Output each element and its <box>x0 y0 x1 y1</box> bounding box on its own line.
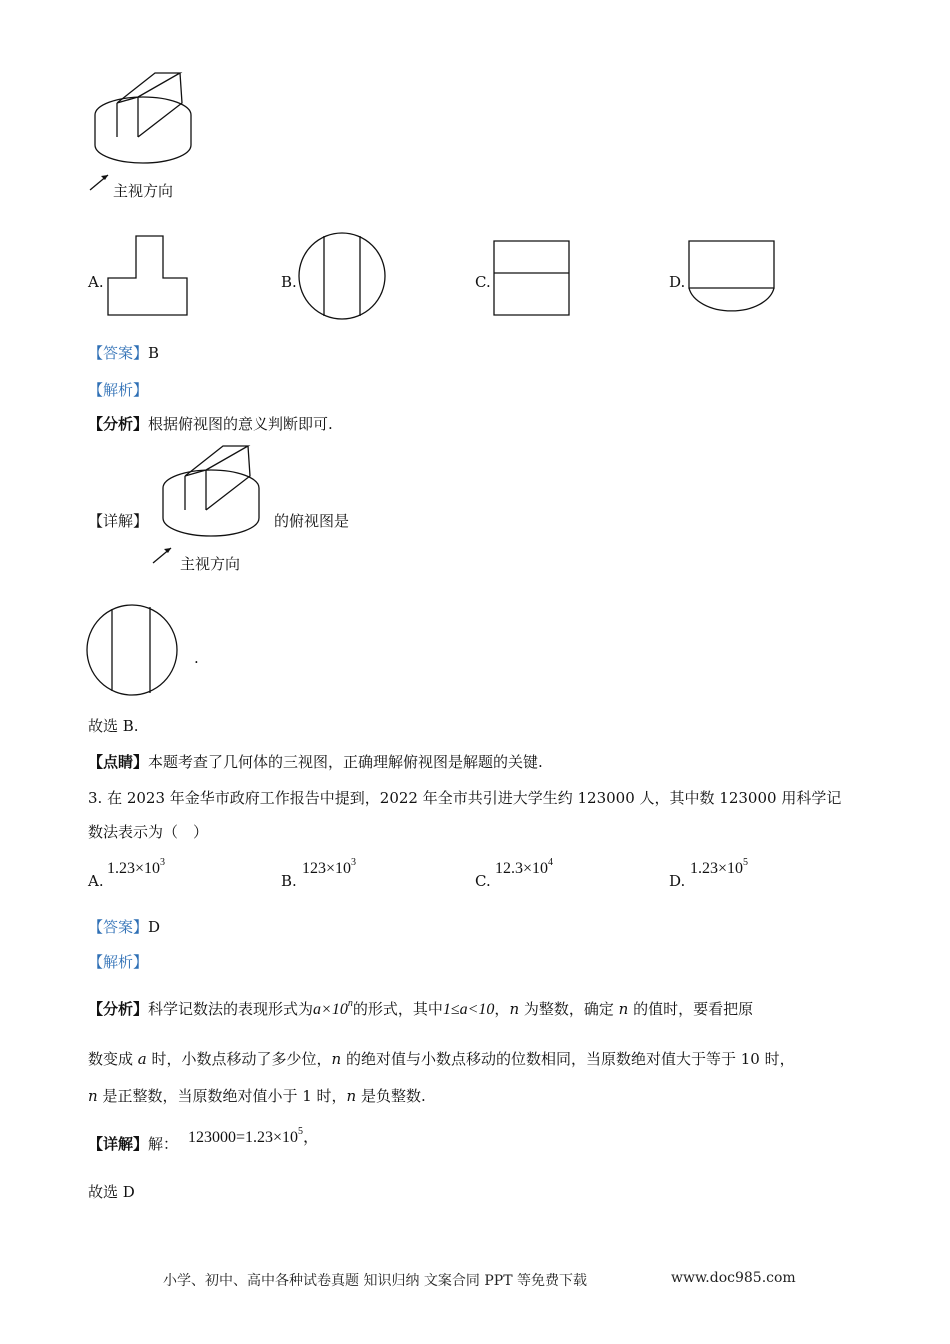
q3-stem-line1: 3. 在 2023 年金华市政府工作报告中提到，2022 年全市共引进大学生约 123000 人，其中数 123000 用科学记 <box>88 789 842 807</box>
q2-fenxi-line <box>88 414 333 434</box>
q3-detail-line: 【详解】解： <box>88 1135 179 1153</box>
detail-solid-figure <box>148 438 278 573</box>
answer-value: B <box>148 344 160 362</box>
fenxi-text: 根据俯视图的意义判断即可. <box>148 415 333 433</box>
option-c-label: C. <box>475 273 491 291</box>
top-view-circle-figure <box>86 604 180 698</box>
solid-figure <box>80 65 210 200</box>
option-d-label: D. <box>669 273 686 291</box>
q3-detail-equation: $123000=1.23\times 10^5$， <box>188 1126 320 1146</box>
q3-option-a-label: A. <box>88 872 104 890</box>
footer-text: 小学、初中、高中各种试卷真题 知识归纳 文案合同 PPT 等免费下载 <box>163 1273 587 1289</box>
option-a-label: A. <box>88 273 104 291</box>
q3-option-d-label: D. <box>669 872 686 890</box>
q3-fenxi-line3: n 是正整数，当原数绝对值小于 1 时，n 是负整数. <box>88 1087 426 1105</box>
q3-analysis-tag: 【解析】 <box>88 953 149 971</box>
q2-answer-line <box>88 343 159 363</box>
q3-answer-value: D <box>148 918 161 936</box>
figure-label: 主视方向 <box>113 182 174 200</box>
option-b-figure <box>298 232 388 322</box>
answer-tag: 【答案】 <box>88 344 149 362</box>
detail-period: . <box>194 649 199 667</box>
q3-answer-tag: 【答案】 <box>88 918 149 936</box>
dianjing-tag: 【点睛】 <box>88 753 149 771</box>
q3-option-a-value: $1.23\times 10^3$ <box>107 857 166 877</box>
detail-figure-label: 主视方向 <box>180 555 241 573</box>
q3-option-d-value: $1.23\times 10^5$ <box>690 857 749 877</box>
option-b-label: B. <box>281 273 297 291</box>
q3-stem-line2: 数法表示为（ ） <box>88 823 209 841</box>
q3-conclusion: 故选 D <box>88 1183 135 1201</box>
dianjing-text: 本题考查了几何体的三视图，正确理解俯视图是解题的关键. <box>148 753 543 771</box>
q3-option-c-value: $12.3\times 10^4$ <box>495 857 554 877</box>
q2-detail-tag: 【详解】 <box>88 512 149 530</box>
fenxi-tag: 【分析】 <box>88 415 149 433</box>
option-a-figure <box>107 235 189 317</box>
q3-option-c-label: C. <box>475 872 491 890</box>
footer-site-link[interactable]: www.doc985.com <box>671 1270 796 1286</box>
q3-fenxi-line2: 数变成 a 时，小数点移动了多少位，n 的绝对值与小数点移动的位数相同，当原数绝对值大于等于 10 时， <box>88 1050 795 1068</box>
option-c-figure <box>493 240 571 318</box>
detail-suffix: 的俯视图是 <box>274 512 350 530</box>
option-d-figure <box>688 240 778 320</box>
q3-option-b-value: $123\times 10^3$ <box>302 857 357 877</box>
analysis-tag: 【解析】 <box>88 381 149 399</box>
q2-conclusion: 故选 B. <box>88 717 139 735</box>
q2-dianjing-line <box>88 752 543 772</box>
q3-answer-line <box>88 917 160 937</box>
q3-option-b-label: B. <box>281 872 297 890</box>
q3-fenxi-line1: 【分析】科学记数法的表现形式为$a\times 10^n$的形式，其中1≤a<10，n 为整数，确定 n 的值时，要看把原 <box>88 998 754 1018</box>
